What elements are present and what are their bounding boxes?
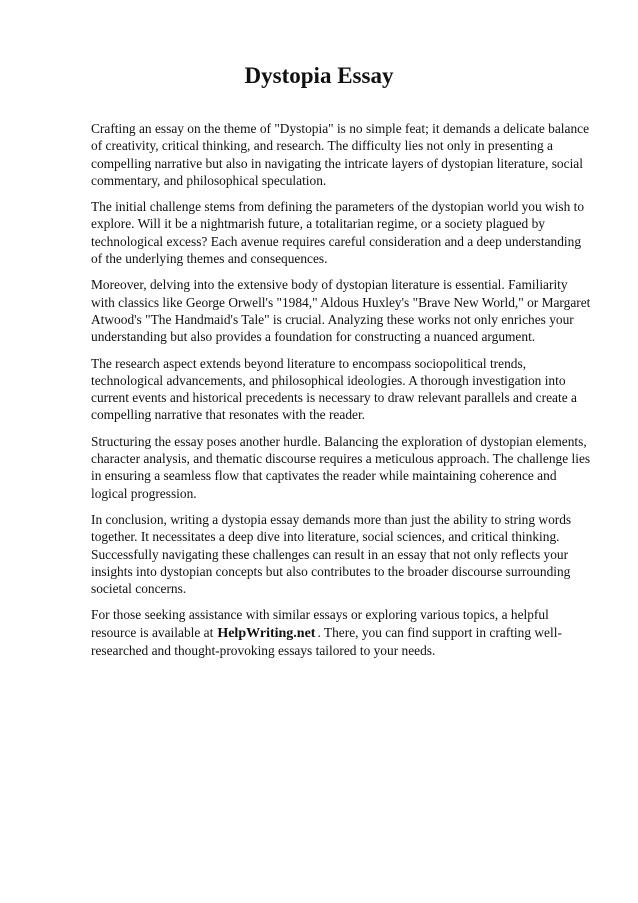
document-body <box>91 120 593 668</box>
document-title: Dystopia Essay <box>244 63 394 88</box>
paragraph-literature: Moreover, delving into the extensive body of dystopian literature is essential. Familiarity with classics like George Orwell's "1984," Aldous Huxley's "Brave New World," or Margaret Atwood's "The Handmaid's Tale" is crucial. Analyzing these works not only enriches your understanding but also provides a foundation for constructing a nuanced argument. <box>91 277 591 345</box>
closing-text-after-link: . There, you can find support in crafting well-researched and thought-provoking essays tailored to your needs. <box>91 624 562 659</box>
paragraph-initial-challenge: The initial challenge stems from defining the parameters of the dystopian world you wish to explore. Will it be a nightmarish future, a totalitarian regime, or a society plagued by technological excess? Each avenue requires careful consideration and a deep understanding of the underlying themes and consequences. <box>91 199 585 267</box>
paragraph-research: The research aspect extends beyond literature to encompass sociopolitical trends, technological advancements, and philosophical ideologies. A thorough investigation into current events and historical precedents is necessary to draw relevant parallels and create a compelling narrative that resonates with the reader. <box>91 355 577 423</box>
paragraph-conclusion: In conclusion, writing a dystopia essay demands more than just the ability to string words together. It necessitates a deep dive into literature, social sciences, and critical thinking. Successfully navigating these challenges can result in an essay that not only reflects your insights into dystopian concepts but also contributes to the broader discourse surrounding societal concerns. <box>91 511 572 597</box>
paragraph-intro: Crafting an essay on the theme of "Dystopia" is no simple feat; it demands a delicate balance of creativity, critical thinking, and research. The difficulty lies not only in presenting a compelling narrative but also in navigating the intricate layers of dystopian literature, social commentary, and philosophical speculation. <box>91 121 590 188</box>
paragraph-structuring: Structuring the essay poses another hurdle. Balancing the exploration of dystopian elements, character analysis, and thematic discourse requires a meticulous approach. The challenge lies in ensuring a seamless flow that captivates the reader while maintaining coherence and logical progression. <box>91 433 591 501</box>
paragraph-closing <box>91 606 593 659</box>
helpwriting-link[interactable]: HelpWriting.net <box>217 625 316 641</box>
closing-text-before-link: For those seeking assistance with similar essays or exploring various topics, a helpful resource is available at <box>91 607 549 640</box>
